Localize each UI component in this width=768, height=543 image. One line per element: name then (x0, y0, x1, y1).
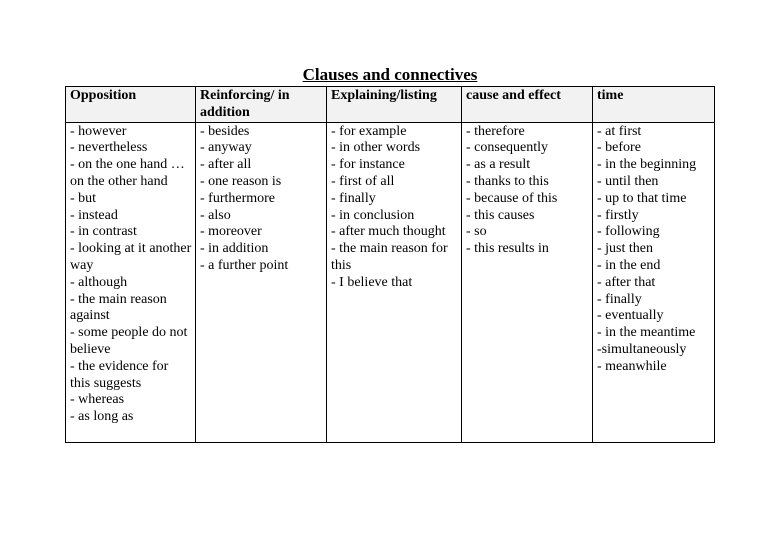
list-item: - thanks to this (466, 173, 549, 189)
cell-explaining (327, 122, 462, 442)
list-item: - although (70, 274, 128, 290)
list-item: - first of all (331, 173, 395, 189)
list-item: - but (70, 190, 97, 206)
list-item: - in contrast (70, 224, 137, 240)
list-item: - the main reason for this (331, 241, 448, 273)
connectives-table (65, 86, 715, 443)
cell-reinforcing (196, 122, 327, 442)
list-item: - in the end (597, 257, 661, 273)
list-item: - firstly (597, 207, 639, 223)
list-item: - besides (200, 123, 250, 139)
list-item: - the main reason against (70, 291, 167, 324)
list-item: - so (466, 224, 487, 240)
list-item: - on the one hand … on the other hand (70, 157, 185, 189)
list-item: - after much thought (331, 224, 446, 240)
list-item: - whereas (70, 392, 125, 408)
list-item: - as long as (70, 409, 134, 425)
list-item: - just then (597, 241, 653, 257)
list-cause-effect (466, 124, 589, 258)
list-item: - consequently (466, 140, 549, 156)
list-item: - also (200, 207, 231, 223)
list-item: - eventually (597, 308, 664, 324)
list-item: - furthermore (200, 190, 276, 206)
list-item: - before (597, 140, 641, 156)
list-item: - for example (331, 123, 407, 139)
cell-time (593, 122, 715, 442)
list-item: - therefore (466, 123, 525, 139)
list-item: - finally (331, 190, 376, 206)
list-explaining (331, 124, 458, 292)
list-item: - some people do not believe (70, 325, 188, 357)
list-item: - this results in (466, 241, 549, 257)
list-item: - instead (70, 207, 118, 223)
content-row (66, 122, 715, 442)
list-time (597, 124, 711, 376)
list-item: - until then (597, 173, 659, 189)
list-item: - in addition (200, 241, 269, 257)
list-item: - because of this (466, 190, 558, 206)
list-item: - the evidence for this suggests (70, 358, 169, 391)
list-item: - finally (597, 291, 642, 307)
list-item: - in other words (331, 140, 421, 156)
cell-cause-effect (462, 122, 593, 442)
list-item: - in the meantime (597, 325, 696, 341)
list-item: - after all (200, 157, 252, 173)
list-item: - anyway (200, 140, 252, 156)
list-item: - after that (597, 274, 656, 290)
list-item: - in conclusion (331, 207, 415, 223)
list-item: - meanwhile (597, 358, 667, 374)
header-row (66, 87, 715, 123)
list-item: - one reason is (200, 173, 282, 189)
list-item: - this causes (466, 207, 535, 223)
list-item: - however (70, 123, 127, 139)
header-reinforcing: Reinforcing/ in addition (196, 87, 327, 123)
list-item: - nevertheless (70, 140, 148, 156)
list-item: - in the beginning (597, 157, 697, 173)
list-item: - looking at it another way (70, 241, 192, 273)
list-item: - for instance (331, 157, 405, 173)
list-item: - moreover (200, 224, 262, 240)
header-opposition: Opposition (66, 87, 196, 123)
list-item: - I believe that (331, 274, 413, 290)
header-time: time (593, 87, 715, 123)
list-item: - following (597, 224, 660, 240)
document-title: Clauses and connectives (302, 65, 478, 84)
list-item: - at first (597, 123, 642, 139)
header-cause-effect: cause and effect (462, 87, 593, 123)
list-opposition (70, 124, 192, 426)
list-reinforcing (200, 124, 323, 275)
list-item: - as a result (466, 157, 531, 173)
header-explaining: Explaining/listing (327, 87, 462, 123)
list-item: -simultaneously (597, 341, 687, 357)
list-item: - a further point (200, 257, 289, 273)
list-item: - up to that time (597, 190, 687, 206)
cell-opposition (66, 122, 196, 442)
